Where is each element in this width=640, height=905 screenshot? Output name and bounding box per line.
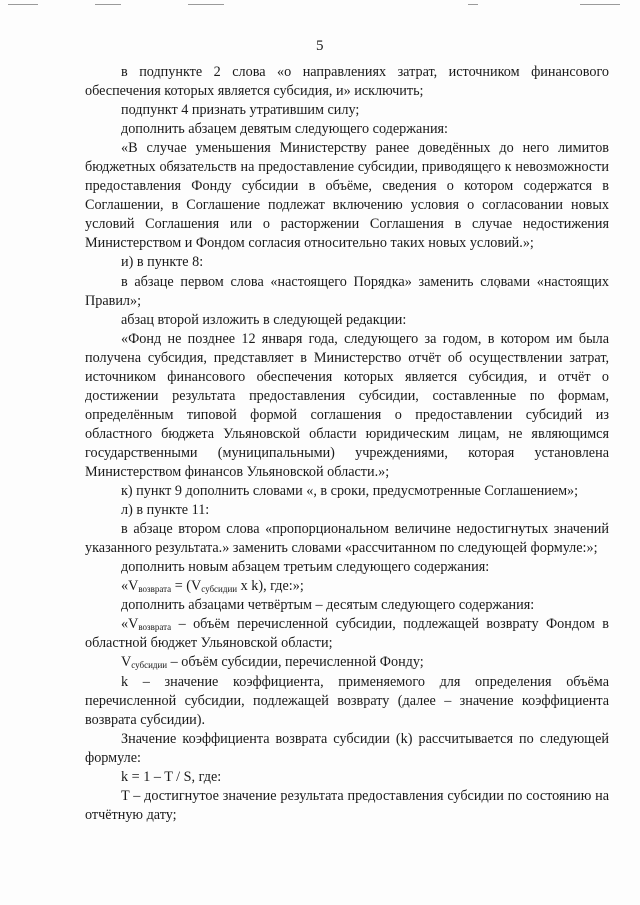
paragraph: k = 1 – T / S, где: <box>121 768 222 785</box>
document-body <box>85 63 609 825</box>
scan-artifact-line <box>580 4 620 5</box>
paragraph: в подпункте 2 слова «о направлениях затрат, источником финансового обеспечения которых является субсидия, и» исключить; <box>85 64 609 100</box>
page-number: 5 <box>316 38 324 54</box>
formula-subscript: возврата <box>138 584 172 595</box>
paragraph: дополнить абзацем девятым следующего содержания: <box>121 121 449 138</box>
paragraph <box>85 577 609 596</box>
paragraph: дополнить абзацами четвёртым – десятым следующего содержания: <box>121 597 535 614</box>
scan-artifact-line <box>8 4 38 5</box>
paragraph: абзац второй изложить в следующей редакции: <box>121 311 407 328</box>
paragraph: T – достигнутое значение результата предоставления субсидии по состоянию на отчётную дату; <box>85 787 609 823</box>
paragraph: и) в пункте 8: <box>121 254 204 271</box>
paragraph: k – значение коэффициента, применяемого для определения объёма перечисленной субсидии, подлежащей возврату (далее – значение коэффициента возврата субсидии). <box>85 673 609 728</box>
paragraph: дополнить новым абзацем третьим следующего содержания: <box>121 559 490 576</box>
paragraph: к) пункт 9 дополнить словами «, в сроки, предусмотренные Соглашением»; <box>121 483 579 500</box>
variable-symbol: V <box>121 654 132 671</box>
paragraph: л) в пункте 11: <box>121 502 210 519</box>
paragraph <box>85 615 609 653</box>
paragraph: «В случае уменьшения Министерству ранее доведённых до него лимитов бюджетных обязательств на предоставление субсидии, приводящего к невозможности предоставления Фонду субсидии в объёме, сведения о котором содержатся в Соглашении, в Соглашение подлежат включению условия о согласовании новых условий Соглашения или о расторжении Соглашения в случае недостижения Министерством и Фондом согласия относительно таких новых условий.»; <box>85 140 609 252</box>
scan-artifact-line <box>95 4 121 5</box>
scan-artifact-line <box>468 4 478 5</box>
formula-subscript: субсидии <box>201 584 238 595</box>
paragraph: в абзаце первом слова «настоящего Порядка» заменить словами «настоящих Правил»; <box>85 273 609 309</box>
formula-text: x k), где:»; <box>237 578 304 595</box>
variable-subscript: возврата <box>138 622 172 633</box>
variable-definition: – объём субсидии, перечисленной Фонду; <box>167 654 424 671</box>
paragraph <box>85 653 609 672</box>
paragraph: подпункт 4 признать утратившим силу; <box>121 102 360 119</box>
scan-artifact-line <box>188 4 224 5</box>
paragraph: «Фонд не позднее 12 января года, следующего за годом, в котором им была получена субсидия, представляет в Министерство отчёт об осуществлении затрат, источником финансового обеспечения которых является субсидия, и отчёт о достижении результата предоставления субсидии, составленные по формам, определённым типовой формой соглашения о предоставлении субсидий из областного бюджета Ульяновской области юридическим лицам, не являющимся государственными (муниципальными) учреждениями, которая установлена Министерством финансов Ульяновской области.»; <box>85 330 609 480</box>
paragraph: в абзаце втором слова «пропорциональном величине недостигнутых значений указанного результата.» заменить словами «рассчитанном по следующей формуле:»; <box>85 521 609 557</box>
variable-subscript: субсидии <box>131 660 168 671</box>
formula-text: = (V <box>171 578 202 595</box>
variable-symbol: «V <box>121 616 139 633</box>
paragraph: Значение коэффициента возврата субсидии (k) рассчитывается по следующей формуле: <box>85 730 609 766</box>
variable-definition: – объём перечисленной субсидии, подлежащей возврату Фондом в областной бюджет Ульяновской области; <box>85 616 609 652</box>
formula-text: «V <box>121 578 139 595</box>
